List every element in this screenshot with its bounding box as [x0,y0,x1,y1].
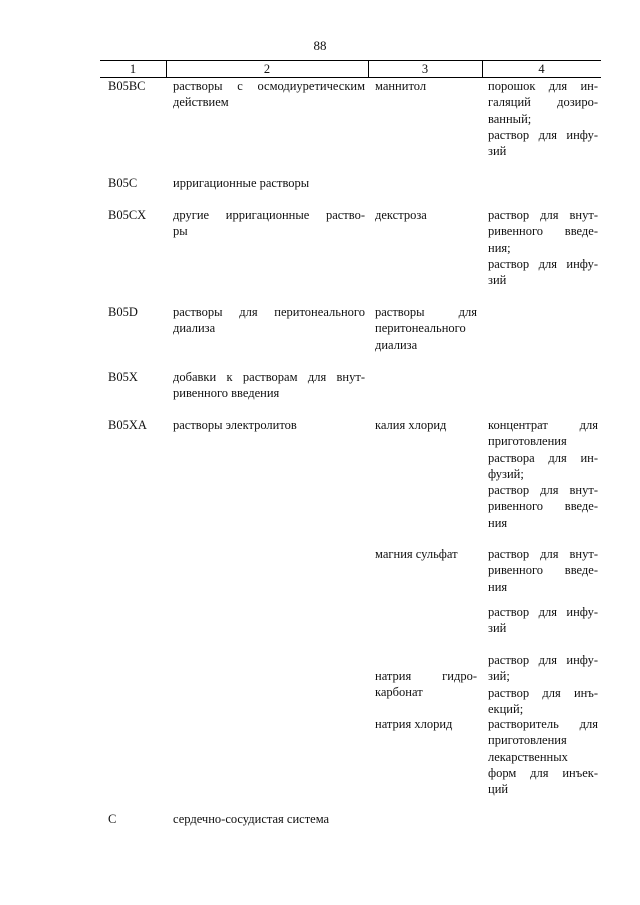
dosage-form: концентрат для приготовления раствора для ин- фузий; раствор для внут- ривенного введе- ния [488,418,598,530]
group-name: другие ирригационные раство- ры [173,208,365,239]
drug-name: натрия гидро- карбонат [375,669,477,700]
drug-name: маннитол [375,79,427,93]
atc-code: B05BC [108,79,146,93]
group-name: растворы электролитов [173,418,297,432]
header-col-1: 1 [129,62,137,76]
group-name: ирригационные растворы [173,176,310,190]
group-name: растворы с осмодиуретическим действием [173,79,365,110]
atc-code: B05CX [108,208,147,222]
group-name: добавки к растворам для внут- ривенного введения [173,370,365,401]
drug-name: калия хлорид [375,418,447,432]
drug-name: декстроза [375,208,427,222]
atc-code: B05C [108,176,138,190]
dosage-form: порошок для ин- галяций дозиро- ванный; раствор для инфу- зий [488,79,598,159]
page-number: 88 [313,38,327,53]
header-col-3: 3 [421,62,429,76]
atc-code: B05X [108,370,138,384]
drug-name: магния сульфат [375,547,458,561]
dosage-form: раствор для инфу- зий [488,605,598,636]
header-col-4: 4 [538,62,545,76]
group-name: сердечно-сосудистая система [173,812,330,826]
drug-name: натрия хлорид [375,717,453,731]
atc-code: B05XA [108,418,147,432]
atc-code: C [108,812,117,826]
dosage-form: раствор для внут- ривенного введе- ния [488,547,598,594]
atc-code: B05D [108,305,138,319]
table-header-row [100,60,601,78]
group-name: растворы для перитонеального диализа [173,305,365,336]
drug-name: растворы для перитонеального диализа [375,305,477,352]
dosage-form: раствор для внут- ривенного введе- ния; раствор для инфу- зий [488,208,598,288]
header-col-2: 2 [263,62,271,76]
dosage-form: раствор для инфу- зий; раствор для инъ- екций; [488,653,598,716]
dosage-form: растворитель для приготовления лекарственных форм для инъек- ций [488,717,598,797]
